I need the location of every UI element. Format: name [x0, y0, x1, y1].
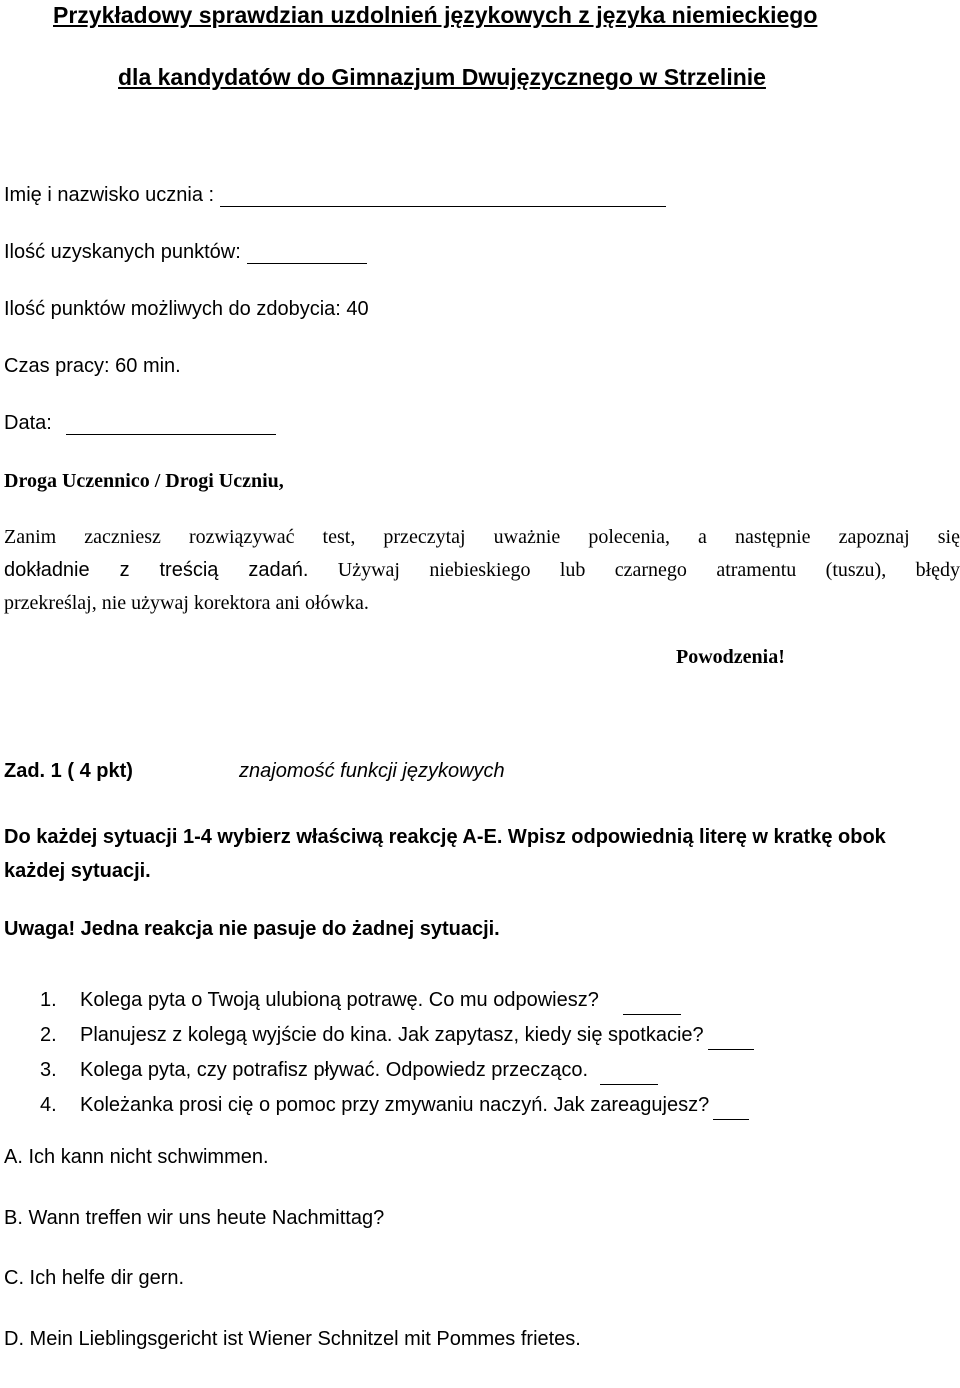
answer-blank-4[interactable] — [713, 1099, 749, 1120]
instructions-line-2b: Używaj niebieskiego lub czarnego atramentu (tuszu), błędy — [308, 559, 960, 581]
task1-note: Uwaga! Jedna reakcja nie pasuje do żadnej sytuacji. — [4, 918, 500, 941]
situation-number: 3. — [40, 1055, 80, 1085]
situation-text: Kolega pyta o Twoją ulubioną potrawę. Co mu odpowiesz? — [80, 985, 599, 1015]
situation-number: 1. — [40, 985, 80, 1015]
answer-blank-1[interactable] — [623, 994, 681, 1015]
time-row — [4, 355, 181, 378]
task1-number: Zad. 1 ( 4 pkt) — [4, 760, 133, 782]
situation-text: Kolega pyta, czy potrafisz pływać. Odpowiedz przecząco. — [80, 1055, 588, 1085]
greeting: Droga Uczennico / Drogi Uczniu, — [4, 470, 284, 493]
exam-title-line2: dla kandydatów do Gimnazjum Dwujęzycznego w Strzelinie — [118, 64, 766, 91]
situation-number: 4. — [40, 1090, 80, 1120]
instructions-line-2 — [4, 554, 960, 587]
exam-title-line1: Przykładowy sprawdzian uzdolnień językowych z języka niemieckiego — [53, 2, 817, 29]
list-item — [40, 1050, 754, 1085]
reaction-b: B. Wann treffen wir uns heute Nachmittag? — [4, 1207, 581, 1268]
date-row — [4, 412, 276, 435]
instructions-line-2a: dokładnie z treścią zadań. — [4, 559, 308, 581]
reaction-c: C. Ich helfe dir gern. — [4, 1267, 581, 1328]
instructions-line-3: przekreślaj, nie używaj korektora ani ołówka. — [4, 587, 960, 620]
instructions-line-1: Zanim zaczniesz rozwiązywać test, przeczytaj uważnie polecenia, a następnie zapoznaj się — [4, 521, 960, 554]
task1-header — [4, 760, 133, 783]
instructions-paragraph — [4, 521, 960, 620]
situation-text: Planujesz z kolegą wyjście do kina. Jak zapytasz, kiedy się spotkacie? — [80, 1020, 704, 1050]
task1-topic: znajomość funkcji językowych — [239, 760, 505, 783]
max-points-row — [4, 298, 369, 321]
date-blank[interactable] — [66, 414, 276, 435]
answer-blank-2[interactable] — [708, 1029, 754, 1050]
time-text: Czas pracy: 60 min. — [4, 355, 181, 378]
situation-text: Koleżanka prosi cię o pomoc przy zmywaniu naczyń. Jak zareagujesz? — [80, 1090, 709, 1120]
reaction-d: D. Mein Lieblingsgericht ist Wiener Schnitzel mit Pommes frietes. — [4, 1328, 581, 1388]
reaction-list — [4, 1146, 581, 1388]
list-item — [40, 1085, 754, 1120]
situation-list — [40, 980, 754, 1120]
good-luck: Powodzenia! — [676, 646, 785, 669]
max-points-text: Ilość punktów możliwych do zdobycia: 40 — [4, 298, 369, 321]
reaction-a: A. Ich kann nicht schwimmen. — [4, 1146, 581, 1207]
points-row — [4, 241, 367, 264]
date-label: Data: — [4, 412, 52, 435]
situation-number: 2. — [40, 1020, 80, 1050]
task1-instruction: Do każdej sytuacji 1-4 wybierz właściwą reakcję A-E. Wpisz odpowiednią literę w kratkę obok każdej sytuacji. — [4, 820, 944, 888]
student-name-label: Imię i nazwisko ucznia : — [4, 184, 214, 207]
points-blank[interactable] — [247, 243, 367, 264]
list-item — [40, 980, 754, 1015]
points-label: Ilość uzyskanych punktów: — [4, 241, 241, 264]
list-item — [40, 1015, 754, 1050]
student-name-blank[interactable] — [220, 186, 666, 207]
student-name-row — [4, 184, 666, 207]
answer-blank-3[interactable] — [600, 1064, 658, 1085]
